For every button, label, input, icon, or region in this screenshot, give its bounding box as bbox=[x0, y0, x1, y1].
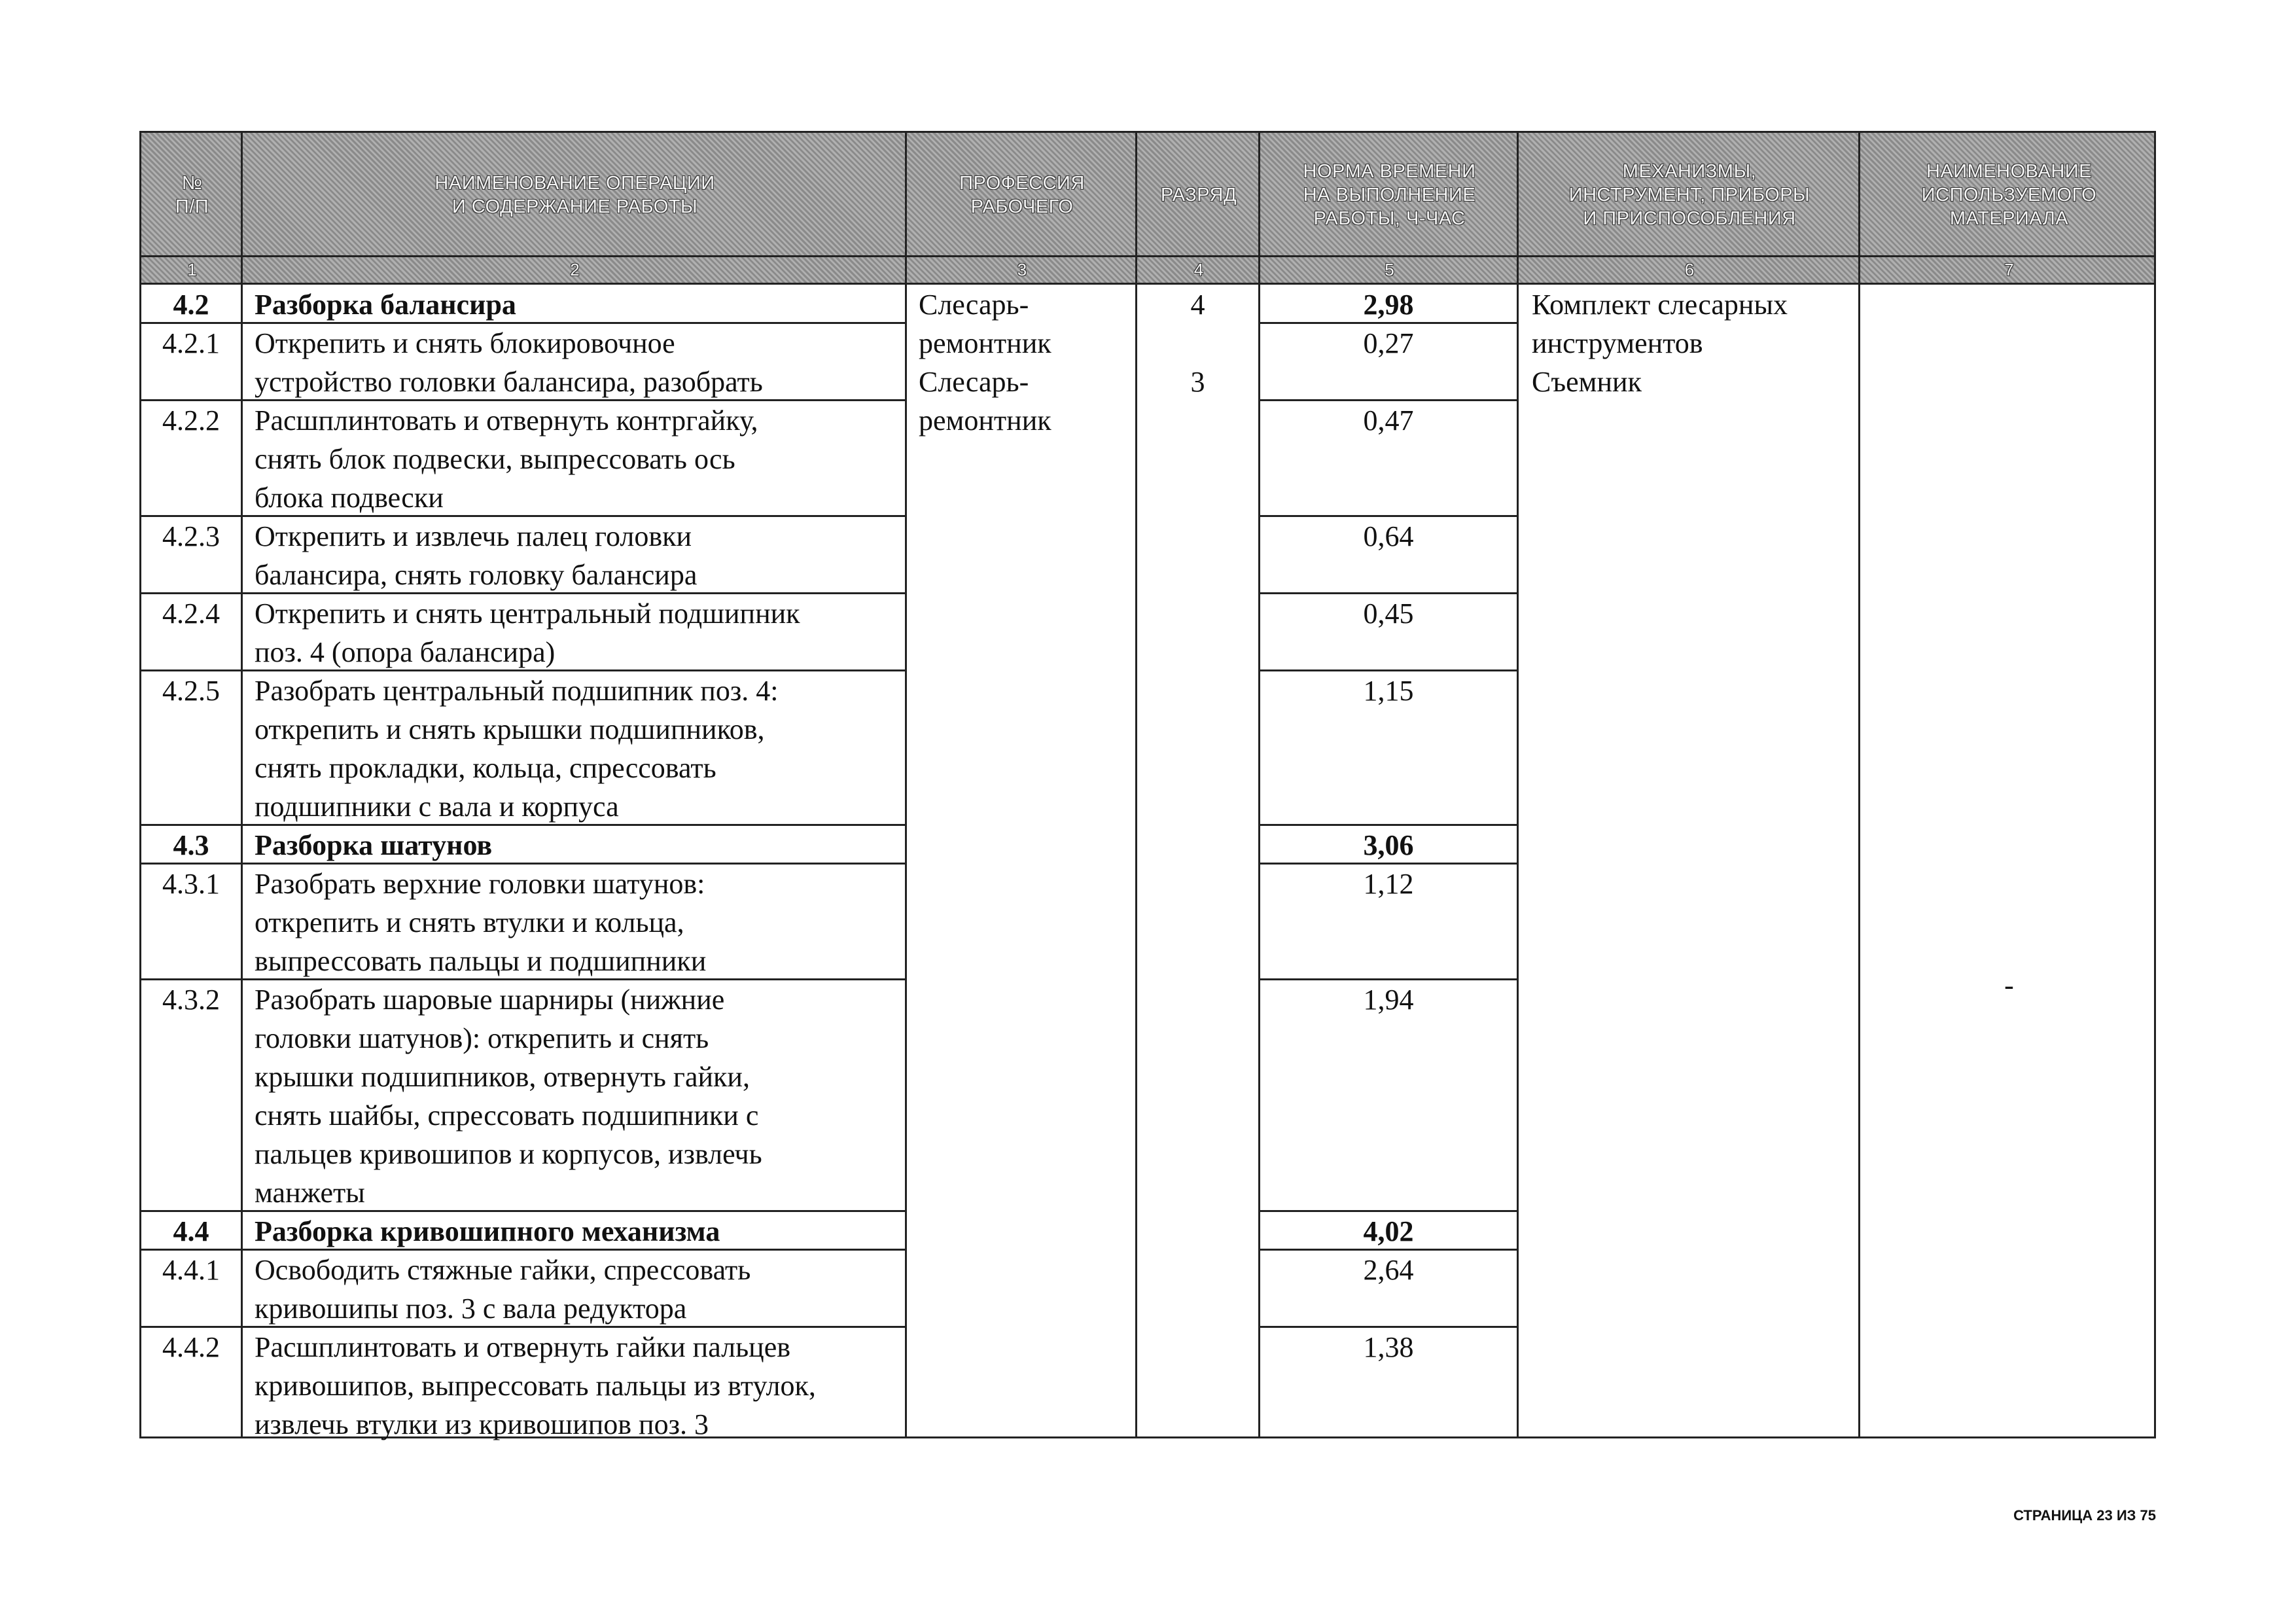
operation-text: Разобрать шаровые шарниры (нижние головки шатунов): открепить и снять крышки подшипников, отвернуть гайки, снять шайбы, спрессовать подшипники с пальцев кривошипов и корпусов, извлечь манжеты bbox=[255, 984, 762, 1209]
operation-title: Разборка шатунов bbox=[255, 829, 493, 861]
column-divider bbox=[1517, 133, 1519, 1436]
time-norm: 1,38 bbox=[1363, 1331, 1414, 1363]
time-norm: 3,06 bbox=[1363, 829, 1414, 861]
col-number-5: 5 bbox=[1385, 260, 1394, 279]
operation-text: Разобрать верхние головки шатунов: открепить и снять втулки и кольца, выпрессовать пальцы и подшипники bbox=[255, 868, 707, 977]
row-number: 4.2 bbox=[173, 289, 209, 321]
time-norm: 2,98 bbox=[1363, 289, 1414, 321]
operations-table bbox=[139, 131, 2156, 1438]
operation-text: Расшплинтовать и отвернуть гайки пальцев кривошипов, выпрессовать пальцы из втулок, извлечь втулки из кривошипов поз. 3 bbox=[255, 1331, 816, 1440]
header-col-tools: МЕХАНИЗМЫ, ИНСТРУМЕНТ, ПРИБОРЫ И ПРИСПОСОБЛЕНИЯ bbox=[1568, 161, 1810, 229]
column-numbers-row bbox=[141, 257, 2154, 285]
time-norm: 0,47 bbox=[1363, 404, 1414, 437]
col-number-2: 2 bbox=[570, 260, 580, 279]
header-col-material: НАИМЕНОВАНИЕ ИСПОЛЬЗУЕМОГО МАТЕРИАЛА bbox=[1921, 161, 2097, 229]
time-norm: 4,02 bbox=[1363, 1215, 1414, 1247]
operation-text: Открепить и извлечь палец головки балансира, снять головку балансира bbox=[255, 520, 698, 591]
header-col-grade: РАЗРЯД bbox=[1160, 185, 1237, 205]
column-divider bbox=[1858, 133, 1860, 1436]
row-number: 4.4.1 bbox=[162, 1254, 220, 1286]
time-norm: 1,15 bbox=[1363, 675, 1414, 707]
row-number: 4.4.2 bbox=[162, 1331, 220, 1363]
operation-text: Разобрать центральный подшипник поз. 4: открепить и снять крышки подшипников, снять прокладки, кольца, спрессовать подшипники с вала и корпуса bbox=[255, 675, 779, 823]
row-number: 4.2.4 bbox=[162, 597, 220, 630]
page-number: СТРАНИЦА 23 ИЗ 75 bbox=[2013, 1507, 2156, 1524]
operation-text: Открепить и снять блокировочное устройство головки балансира, разобрать bbox=[255, 327, 763, 398]
col-number-1: 1 bbox=[187, 260, 197, 279]
col-number-6: 6 bbox=[1684, 260, 1695, 279]
worker-profession: Слесарь- ремонтник Слесарь- ремонтник bbox=[919, 289, 1051, 437]
operation-title: Разборка балансира bbox=[255, 289, 516, 321]
worker-grade: 4 3 bbox=[1190, 289, 1205, 398]
column-divider bbox=[905, 133, 907, 1436]
table-header bbox=[141, 133, 2154, 257]
header-col-norm: НОРМА ВРЕМЕНИ НА ВЫПОЛНЕНИЕ РАБОТЫ, Ч-ЧАС bbox=[1303, 161, 1476, 229]
time-norm: 2,64 bbox=[1363, 1254, 1414, 1286]
operation-text: Освободить стяжные гайки, спрессовать кривошипы поз. 3 с вала редуктора bbox=[255, 1254, 751, 1325]
operation-title: Разборка кривошипного механизма bbox=[255, 1215, 720, 1247]
header-col-operation: НАИМЕНОВАНИЕ ОПЕРАЦИИ И СОДЕРЖАНИЕ РАБОТЫ bbox=[434, 173, 715, 217]
row-number: 4.3.2 bbox=[162, 984, 220, 1016]
column-divider bbox=[241, 133, 243, 1436]
row-number: 4.4 bbox=[173, 1215, 209, 1247]
time-norm: 0,64 bbox=[1363, 520, 1414, 552]
row-number: 4.2.5 bbox=[162, 675, 220, 707]
time-norm: 1,12 bbox=[1363, 868, 1414, 900]
row-number: 4.2.3 bbox=[162, 520, 220, 552]
header-col-number: № П/П bbox=[175, 173, 209, 217]
material-value: - bbox=[2004, 969, 2014, 1001]
header-col-profession: ПРОФЕССИЯ РАБОЧЕГО bbox=[959, 173, 1085, 217]
time-norm: 0,45 bbox=[1363, 597, 1414, 630]
time-norm: 0,27 bbox=[1363, 327, 1414, 359]
col-number-3: 3 bbox=[1017, 260, 1027, 279]
row-number: 4.3 bbox=[173, 829, 209, 861]
col-number-4: 4 bbox=[1193, 260, 1204, 279]
time-norm: 1,94 bbox=[1363, 984, 1414, 1016]
tools-list: Комплект слесарных инструментов Съемник bbox=[1532, 289, 1788, 398]
col-number-7: 7 bbox=[2004, 260, 2014, 279]
operation-text: Открепить и снять центральный подшипник поз. 4 (опора балансира) bbox=[255, 597, 800, 668]
row-number: 4.2.1 bbox=[162, 327, 220, 359]
row-number: 4.3.1 bbox=[162, 868, 220, 900]
operation-text: Расшплинтовать и отвернуть контргайку, снять блок подвески, выпрессовать ось блока подвески bbox=[255, 404, 758, 514]
row-number: 4.2.2 bbox=[162, 404, 220, 437]
